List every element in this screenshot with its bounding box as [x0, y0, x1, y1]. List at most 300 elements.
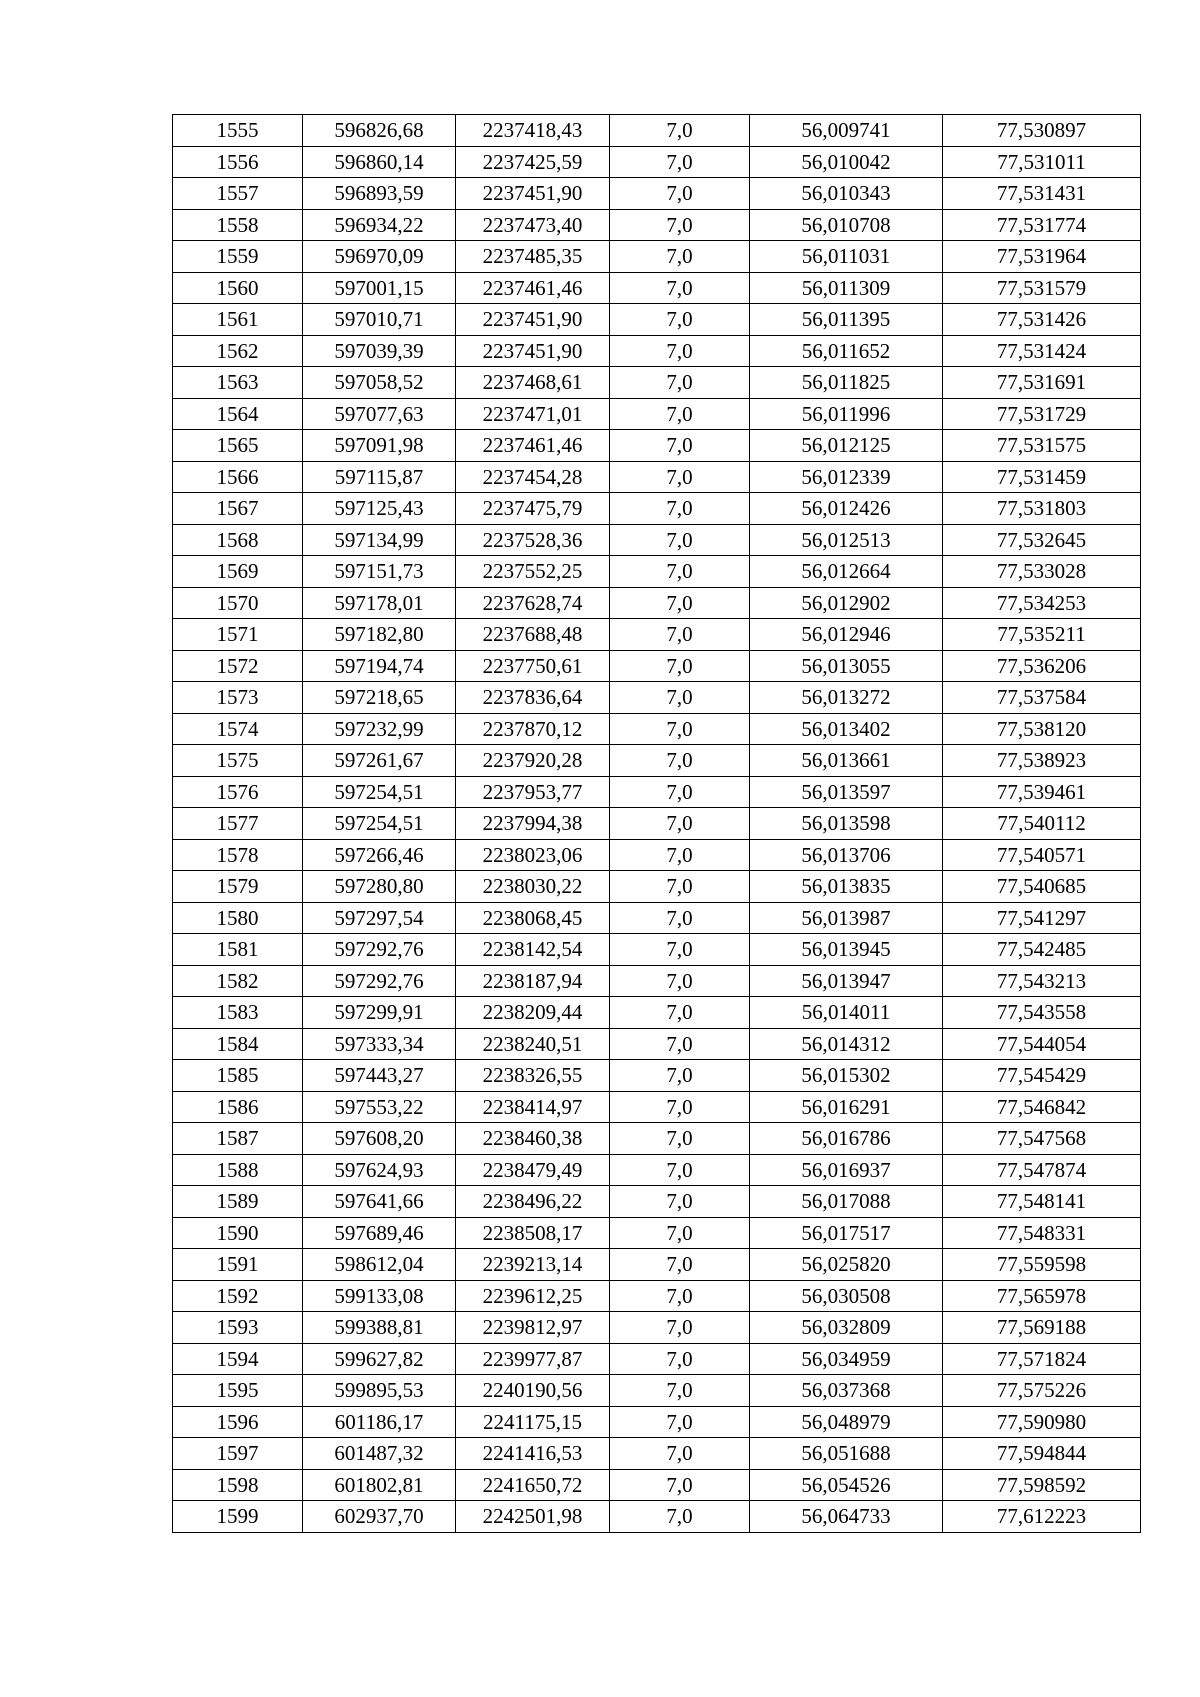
point-number-cell: 1565: [173, 430, 303, 462]
x-coordinate-cell: 597254,51: [303, 776, 456, 808]
x-coordinate-cell: 597553,22: [303, 1091, 456, 1123]
value-cell: 7,0: [610, 839, 750, 871]
longitude-cell: 77,575226: [943, 1375, 1141, 1407]
y-coordinate-cell: 2237552,25: [456, 556, 610, 588]
table-row: [173, 902, 1141, 934]
longitude-cell: 77,545429: [943, 1060, 1141, 1092]
coordinates-table: [172, 114, 1141, 1533]
table-row: [173, 1091, 1141, 1123]
value-cell: 7,0: [610, 934, 750, 966]
value-cell: 7,0: [610, 398, 750, 430]
latitude-cell: 56,034959: [750, 1343, 943, 1375]
y-coordinate-cell: 2238508,17: [456, 1217, 610, 1249]
point-number-cell: 1574: [173, 713, 303, 745]
table-row: [173, 272, 1141, 304]
point-number-cell: 1597: [173, 1438, 303, 1470]
longitude-cell: 77,559598: [943, 1249, 1141, 1281]
point-number-cell: 1577: [173, 808, 303, 840]
x-coordinate-cell: 597232,99: [303, 713, 456, 745]
point-number-cell: 1572: [173, 650, 303, 682]
point-number-cell: 1592: [173, 1280, 303, 1312]
y-coordinate-cell: 2237485,35: [456, 241, 610, 273]
x-coordinate-cell: 597297,54: [303, 902, 456, 934]
longitude-cell: 77,590980: [943, 1406, 1141, 1438]
table-row: [173, 146, 1141, 178]
latitude-cell: 56,025820: [750, 1249, 943, 1281]
latitude-cell: 56,012946: [750, 619, 943, 651]
table-row: [173, 209, 1141, 241]
y-coordinate-cell: 2242501,98: [456, 1501, 610, 1533]
table-body: [173, 115, 1141, 1533]
x-coordinate-cell: 599388,81: [303, 1312, 456, 1344]
x-coordinate-cell: 601487,32: [303, 1438, 456, 1470]
y-coordinate-cell: 2238240,51: [456, 1028, 610, 1060]
longitude-cell: 77,531691: [943, 367, 1141, 399]
latitude-cell: 56,012902: [750, 587, 943, 619]
y-coordinate-cell: 2238030,22: [456, 871, 610, 903]
table-row: [173, 367, 1141, 399]
point-number-cell: 1590: [173, 1217, 303, 1249]
y-coordinate-cell: 2238460,38: [456, 1123, 610, 1155]
latitude-cell: 56,011652: [750, 335, 943, 367]
value-cell: 7,0: [610, 241, 750, 273]
longitude-cell: 77,546842: [943, 1091, 1141, 1123]
point-number-cell: 1596: [173, 1406, 303, 1438]
y-coordinate-cell: 2237953,77: [456, 776, 610, 808]
y-coordinate-cell: 2237528,36: [456, 524, 610, 556]
x-coordinate-cell: 597299,91: [303, 997, 456, 1029]
point-number-cell: 1556: [173, 146, 303, 178]
y-coordinate-cell: 2239612,25: [456, 1280, 610, 1312]
y-coordinate-cell: 2237451,90: [456, 178, 610, 210]
value-cell: 7,0: [610, 1249, 750, 1281]
table-row: [173, 1501, 1141, 1533]
x-coordinate-cell: 597058,52: [303, 367, 456, 399]
point-number-cell: 1564: [173, 398, 303, 430]
value-cell: 7,0: [610, 713, 750, 745]
value-cell: 7,0: [610, 430, 750, 462]
point-number-cell: 1561: [173, 304, 303, 336]
longitude-cell: 77,531964: [943, 241, 1141, 273]
y-coordinate-cell: 2237461,46: [456, 430, 610, 462]
longitude-cell: 77,537584: [943, 682, 1141, 714]
y-coordinate-cell: 2238023,06: [456, 839, 610, 871]
latitude-cell: 56,012426: [750, 493, 943, 525]
value-cell: 7,0: [610, 461, 750, 493]
value-cell: 7,0: [610, 178, 750, 210]
latitude-cell: 56,013402: [750, 713, 943, 745]
table-row: [173, 682, 1141, 714]
y-coordinate-cell: 2237471,01: [456, 398, 610, 430]
latitude-cell: 56,013661: [750, 745, 943, 777]
table-row: [173, 1312, 1141, 1344]
table-row: [173, 1028, 1141, 1060]
x-coordinate-cell: 597010,71: [303, 304, 456, 336]
value-cell: 7,0: [610, 1217, 750, 1249]
value-cell: 7,0: [610, 556, 750, 588]
table-row: [173, 241, 1141, 273]
longitude-cell: 77,541297: [943, 902, 1141, 934]
x-coordinate-cell: 597125,43: [303, 493, 456, 525]
y-coordinate-cell: 2237473,40: [456, 209, 610, 241]
latitude-cell: 56,016291: [750, 1091, 943, 1123]
point-number-cell: 1583: [173, 997, 303, 1029]
y-coordinate-cell: 2237468,61: [456, 367, 610, 399]
longitude-cell: 77,531424: [943, 335, 1141, 367]
x-coordinate-cell: 597280,80: [303, 871, 456, 903]
latitude-cell: 56,012125: [750, 430, 943, 462]
y-coordinate-cell: 2237920,28: [456, 745, 610, 777]
table-row: [173, 808, 1141, 840]
point-number-cell: 1558: [173, 209, 303, 241]
table-row: [173, 1343, 1141, 1375]
x-coordinate-cell: 596893,59: [303, 178, 456, 210]
table-row: [173, 335, 1141, 367]
table-row: [173, 115, 1141, 147]
y-coordinate-cell: 2237451,90: [456, 304, 610, 336]
point-number-cell: 1598: [173, 1469, 303, 1501]
latitude-cell: 56,014312: [750, 1028, 943, 1060]
point-number-cell: 1584: [173, 1028, 303, 1060]
value-cell: 7,0: [610, 493, 750, 525]
value-cell: 7,0: [610, 524, 750, 556]
value-cell: 7,0: [610, 682, 750, 714]
x-coordinate-cell: 599133,08: [303, 1280, 456, 1312]
x-coordinate-cell: 597091,98: [303, 430, 456, 462]
latitude-cell: 56,013055: [750, 650, 943, 682]
point-number-cell: 1585: [173, 1060, 303, 1092]
latitude-cell: 56,048979: [750, 1406, 943, 1438]
y-coordinate-cell: 2238496,22: [456, 1186, 610, 1218]
x-coordinate-cell: 596826,68: [303, 115, 456, 147]
x-coordinate-cell: 597443,27: [303, 1060, 456, 1092]
latitude-cell: 56,030508: [750, 1280, 943, 1312]
value-cell: 7,0: [610, 1375, 750, 1407]
point-number-cell: 1599: [173, 1501, 303, 1533]
value-cell: 7,0: [610, 902, 750, 934]
value-cell: 7,0: [610, 367, 750, 399]
latitude-cell: 56,012339: [750, 461, 943, 493]
table-row: [173, 965, 1141, 997]
latitude-cell: 56,051688: [750, 1438, 943, 1470]
longitude-cell: 77,542485: [943, 934, 1141, 966]
point-number-cell: 1575: [173, 745, 303, 777]
latitude-cell: 56,011031: [750, 241, 943, 273]
latitude-cell: 56,054526: [750, 1469, 943, 1501]
value-cell: 7,0: [610, 1028, 750, 1060]
point-number-cell: 1562: [173, 335, 303, 367]
y-coordinate-cell: 2239213,14: [456, 1249, 610, 1281]
y-coordinate-cell: 2241416,53: [456, 1438, 610, 1470]
longitude-cell: 77,598592: [943, 1469, 1141, 1501]
latitude-cell: 56,013945: [750, 934, 943, 966]
longitude-cell: 77,540571: [943, 839, 1141, 871]
point-number-cell: 1595: [173, 1375, 303, 1407]
latitude-cell: 56,013835: [750, 871, 943, 903]
longitude-cell: 77,544054: [943, 1028, 1141, 1060]
value-cell: 7,0: [610, 1312, 750, 1344]
x-coordinate-cell: 597115,87: [303, 461, 456, 493]
point-number-cell: 1568: [173, 524, 303, 556]
latitude-cell: 56,013947: [750, 965, 943, 997]
y-coordinate-cell: 2237870,12: [456, 713, 610, 745]
value-cell: 7,0: [610, 1091, 750, 1123]
value-cell: 7,0: [610, 115, 750, 147]
table-row: [173, 1154, 1141, 1186]
point-number-cell: 1580: [173, 902, 303, 934]
x-coordinate-cell: 598612,04: [303, 1249, 456, 1281]
longitude-cell: 77,535211: [943, 619, 1141, 651]
latitude-cell: 56,013987: [750, 902, 943, 934]
table-row: [173, 1438, 1141, 1470]
longitude-cell: 77,531774: [943, 209, 1141, 241]
table-row: [173, 1060, 1141, 1092]
longitude-cell: 77,531011: [943, 146, 1141, 178]
x-coordinate-cell: 597641,66: [303, 1186, 456, 1218]
point-number-cell: 1559: [173, 241, 303, 273]
y-coordinate-cell: 2238326,55: [456, 1060, 610, 1092]
table-row: [173, 430, 1141, 462]
value-cell: 7,0: [610, 1154, 750, 1186]
table-row: [173, 1469, 1141, 1501]
latitude-cell: 56,032809: [750, 1312, 943, 1344]
longitude-cell: 77,540685: [943, 871, 1141, 903]
y-coordinate-cell: 2240190,56: [456, 1375, 610, 1407]
value-cell: 7,0: [610, 146, 750, 178]
table-row: [173, 776, 1141, 808]
y-coordinate-cell: 2237425,59: [456, 146, 610, 178]
x-coordinate-cell: 597182,80: [303, 619, 456, 651]
latitude-cell: 56,010343: [750, 178, 943, 210]
longitude-cell: 77,548141: [943, 1186, 1141, 1218]
longitude-cell: 77,543558: [943, 997, 1141, 1029]
value-cell: 7,0: [610, 1406, 750, 1438]
longitude-cell: 77,531575: [943, 430, 1141, 462]
x-coordinate-cell: 596860,14: [303, 146, 456, 178]
table-row: [173, 398, 1141, 430]
point-number-cell: 1594: [173, 1343, 303, 1375]
x-coordinate-cell: 597194,74: [303, 650, 456, 682]
longitude-cell: 77,531579: [943, 272, 1141, 304]
longitude-cell: 77,533028: [943, 556, 1141, 588]
x-coordinate-cell: 597624,93: [303, 1154, 456, 1186]
table-row: [173, 934, 1141, 966]
latitude-cell: 56,013272: [750, 682, 943, 714]
latitude-cell: 56,011395: [750, 304, 943, 336]
table-row: [173, 997, 1141, 1029]
point-number-cell: 1581: [173, 934, 303, 966]
table-row: [173, 745, 1141, 777]
y-coordinate-cell: 2237451,90: [456, 335, 610, 367]
table-row: [173, 461, 1141, 493]
value-cell: 7,0: [610, 650, 750, 682]
point-number-cell: 1586: [173, 1091, 303, 1123]
longitude-cell: 77,547874: [943, 1154, 1141, 1186]
x-coordinate-cell: 599627,82: [303, 1343, 456, 1375]
latitude-cell: 56,010042: [750, 146, 943, 178]
x-coordinate-cell: 596934,22: [303, 209, 456, 241]
y-coordinate-cell: 2237750,61: [456, 650, 610, 682]
latitude-cell: 56,012513: [750, 524, 943, 556]
table-row: [173, 304, 1141, 336]
point-number-cell: 1591: [173, 1249, 303, 1281]
point-number-cell: 1579: [173, 871, 303, 903]
y-coordinate-cell: 2238414,97: [456, 1091, 610, 1123]
x-coordinate-cell: 601186,17: [303, 1406, 456, 1438]
value-cell: 7,0: [610, 745, 750, 777]
y-coordinate-cell: 2237475,79: [456, 493, 610, 525]
point-number-cell: 1589: [173, 1186, 303, 1218]
x-coordinate-cell: 597178,01: [303, 587, 456, 619]
x-coordinate-cell: 597001,15: [303, 272, 456, 304]
value-cell: 7,0: [610, 965, 750, 997]
longitude-cell: 77,548331: [943, 1217, 1141, 1249]
latitude-cell: 56,037368: [750, 1375, 943, 1407]
longitude-cell: 77,532645: [943, 524, 1141, 556]
latitude-cell: 56,013597: [750, 776, 943, 808]
value-cell: 7,0: [610, 808, 750, 840]
longitude-cell: 77,569188: [943, 1312, 1141, 1344]
x-coordinate-cell: 597292,76: [303, 934, 456, 966]
value-cell: 7,0: [610, 1343, 750, 1375]
latitude-cell: 56,014011: [750, 997, 943, 1029]
x-coordinate-cell: 597039,39: [303, 335, 456, 367]
latitude-cell: 56,016786: [750, 1123, 943, 1155]
point-number-cell: 1593: [173, 1312, 303, 1344]
longitude-cell: 77,571824: [943, 1343, 1141, 1375]
value-cell: 7,0: [610, 335, 750, 367]
value-cell: 7,0: [610, 587, 750, 619]
longitude-cell: 77,540112: [943, 808, 1141, 840]
point-number-cell: 1557: [173, 178, 303, 210]
value-cell: 7,0: [610, 871, 750, 903]
latitude-cell: 56,017517: [750, 1217, 943, 1249]
table-row: [173, 839, 1141, 871]
value-cell: 7,0: [610, 1123, 750, 1155]
value-cell: 7,0: [610, 1438, 750, 1470]
x-coordinate-cell: 597151,73: [303, 556, 456, 588]
point-number-cell: 1582: [173, 965, 303, 997]
value-cell: 7,0: [610, 1186, 750, 1218]
x-coordinate-cell: 597689,46: [303, 1217, 456, 1249]
longitude-cell: 77,536206: [943, 650, 1141, 682]
y-coordinate-cell: 2238479,49: [456, 1154, 610, 1186]
latitude-cell: 56,017088: [750, 1186, 943, 1218]
value-cell: 7,0: [610, 776, 750, 808]
value-cell: 7,0: [610, 1060, 750, 1092]
longitude-cell: 77,538120: [943, 713, 1141, 745]
y-coordinate-cell: 2237461,46: [456, 272, 610, 304]
longitude-cell: 77,531431: [943, 178, 1141, 210]
longitude-cell: 77,531803: [943, 493, 1141, 525]
latitude-cell: 56,015302: [750, 1060, 943, 1092]
y-coordinate-cell: 2237628,74: [456, 587, 610, 619]
y-coordinate-cell: 2238068,45: [456, 902, 610, 934]
table-row: [173, 1217, 1141, 1249]
table-row: [173, 1186, 1141, 1218]
x-coordinate-cell: 602937,70: [303, 1501, 456, 1533]
latitude-cell: 56,011996: [750, 398, 943, 430]
longitude-cell: 77,565978: [943, 1280, 1141, 1312]
value-cell: 7,0: [610, 1469, 750, 1501]
point-number-cell: 1567: [173, 493, 303, 525]
point-number-cell: 1566: [173, 461, 303, 493]
x-coordinate-cell: 597333,34: [303, 1028, 456, 1060]
latitude-cell: 56,064733: [750, 1501, 943, 1533]
table-row: [173, 556, 1141, 588]
x-coordinate-cell: 597266,46: [303, 839, 456, 871]
latitude-cell: 56,013598: [750, 808, 943, 840]
point-number-cell: 1588: [173, 1154, 303, 1186]
table-row: [173, 650, 1141, 682]
y-coordinate-cell: 2237836,64: [456, 682, 610, 714]
y-coordinate-cell: 2241650,72: [456, 1469, 610, 1501]
point-number-cell: 1587: [173, 1123, 303, 1155]
x-coordinate-cell: 597254,51: [303, 808, 456, 840]
y-coordinate-cell: 2237418,43: [456, 115, 610, 147]
table-row: [173, 524, 1141, 556]
table-row: [173, 619, 1141, 651]
point-number-cell: 1569: [173, 556, 303, 588]
x-coordinate-cell: 597292,76: [303, 965, 456, 997]
value-cell: 7,0: [610, 1501, 750, 1533]
y-coordinate-cell: 2237994,38: [456, 808, 610, 840]
table-row: [173, 1375, 1141, 1407]
longitude-cell: 77,531729: [943, 398, 1141, 430]
table-row: [173, 493, 1141, 525]
longitude-cell: 77,531459: [943, 461, 1141, 493]
value-cell: 7,0: [610, 272, 750, 304]
longitude-cell: 77,538923: [943, 745, 1141, 777]
table-row: [173, 1406, 1141, 1438]
table-row: [173, 871, 1141, 903]
longitude-cell: 77,539461: [943, 776, 1141, 808]
value-cell: 7,0: [610, 209, 750, 241]
point-number-cell: 1576: [173, 776, 303, 808]
latitude-cell: 56,009741: [750, 115, 943, 147]
table-row: [173, 713, 1141, 745]
latitude-cell: 56,010708: [750, 209, 943, 241]
x-coordinate-cell: 596970,09: [303, 241, 456, 273]
x-coordinate-cell: 597134,99: [303, 524, 456, 556]
x-coordinate-cell: 599895,53: [303, 1375, 456, 1407]
point-number-cell: 1578: [173, 839, 303, 871]
longitude-cell: 77,534253: [943, 587, 1141, 619]
value-cell: 7,0: [610, 997, 750, 1029]
y-coordinate-cell: 2237688,48: [456, 619, 610, 651]
point-number-cell: 1555: [173, 115, 303, 147]
point-number-cell: 1571: [173, 619, 303, 651]
longitude-cell: 77,612223: [943, 1501, 1141, 1533]
latitude-cell: 56,012664: [750, 556, 943, 588]
x-coordinate-cell: 597218,65: [303, 682, 456, 714]
table-row: [173, 587, 1141, 619]
longitude-cell: 77,547568: [943, 1123, 1141, 1155]
latitude-cell: 56,013706: [750, 839, 943, 871]
point-number-cell: 1573: [173, 682, 303, 714]
point-number-cell: 1560: [173, 272, 303, 304]
value-cell: 7,0: [610, 1280, 750, 1312]
x-coordinate-cell: 597077,63: [303, 398, 456, 430]
x-coordinate-cell: 597261,67: [303, 745, 456, 777]
longitude-cell: 77,530897: [943, 115, 1141, 147]
y-coordinate-cell: 2239977,87: [456, 1343, 610, 1375]
table-row: [173, 178, 1141, 210]
y-coordinate-cell: 2238142,54: [456, 934, 610, 966]
y-coordinate-cell: 2238187,94: [456, 965, 610, 997]
table-row: [173, 1280, 1141, 1312]
x-coordinate-cell: 601802,81: [303, 1469, 456, 1501]
